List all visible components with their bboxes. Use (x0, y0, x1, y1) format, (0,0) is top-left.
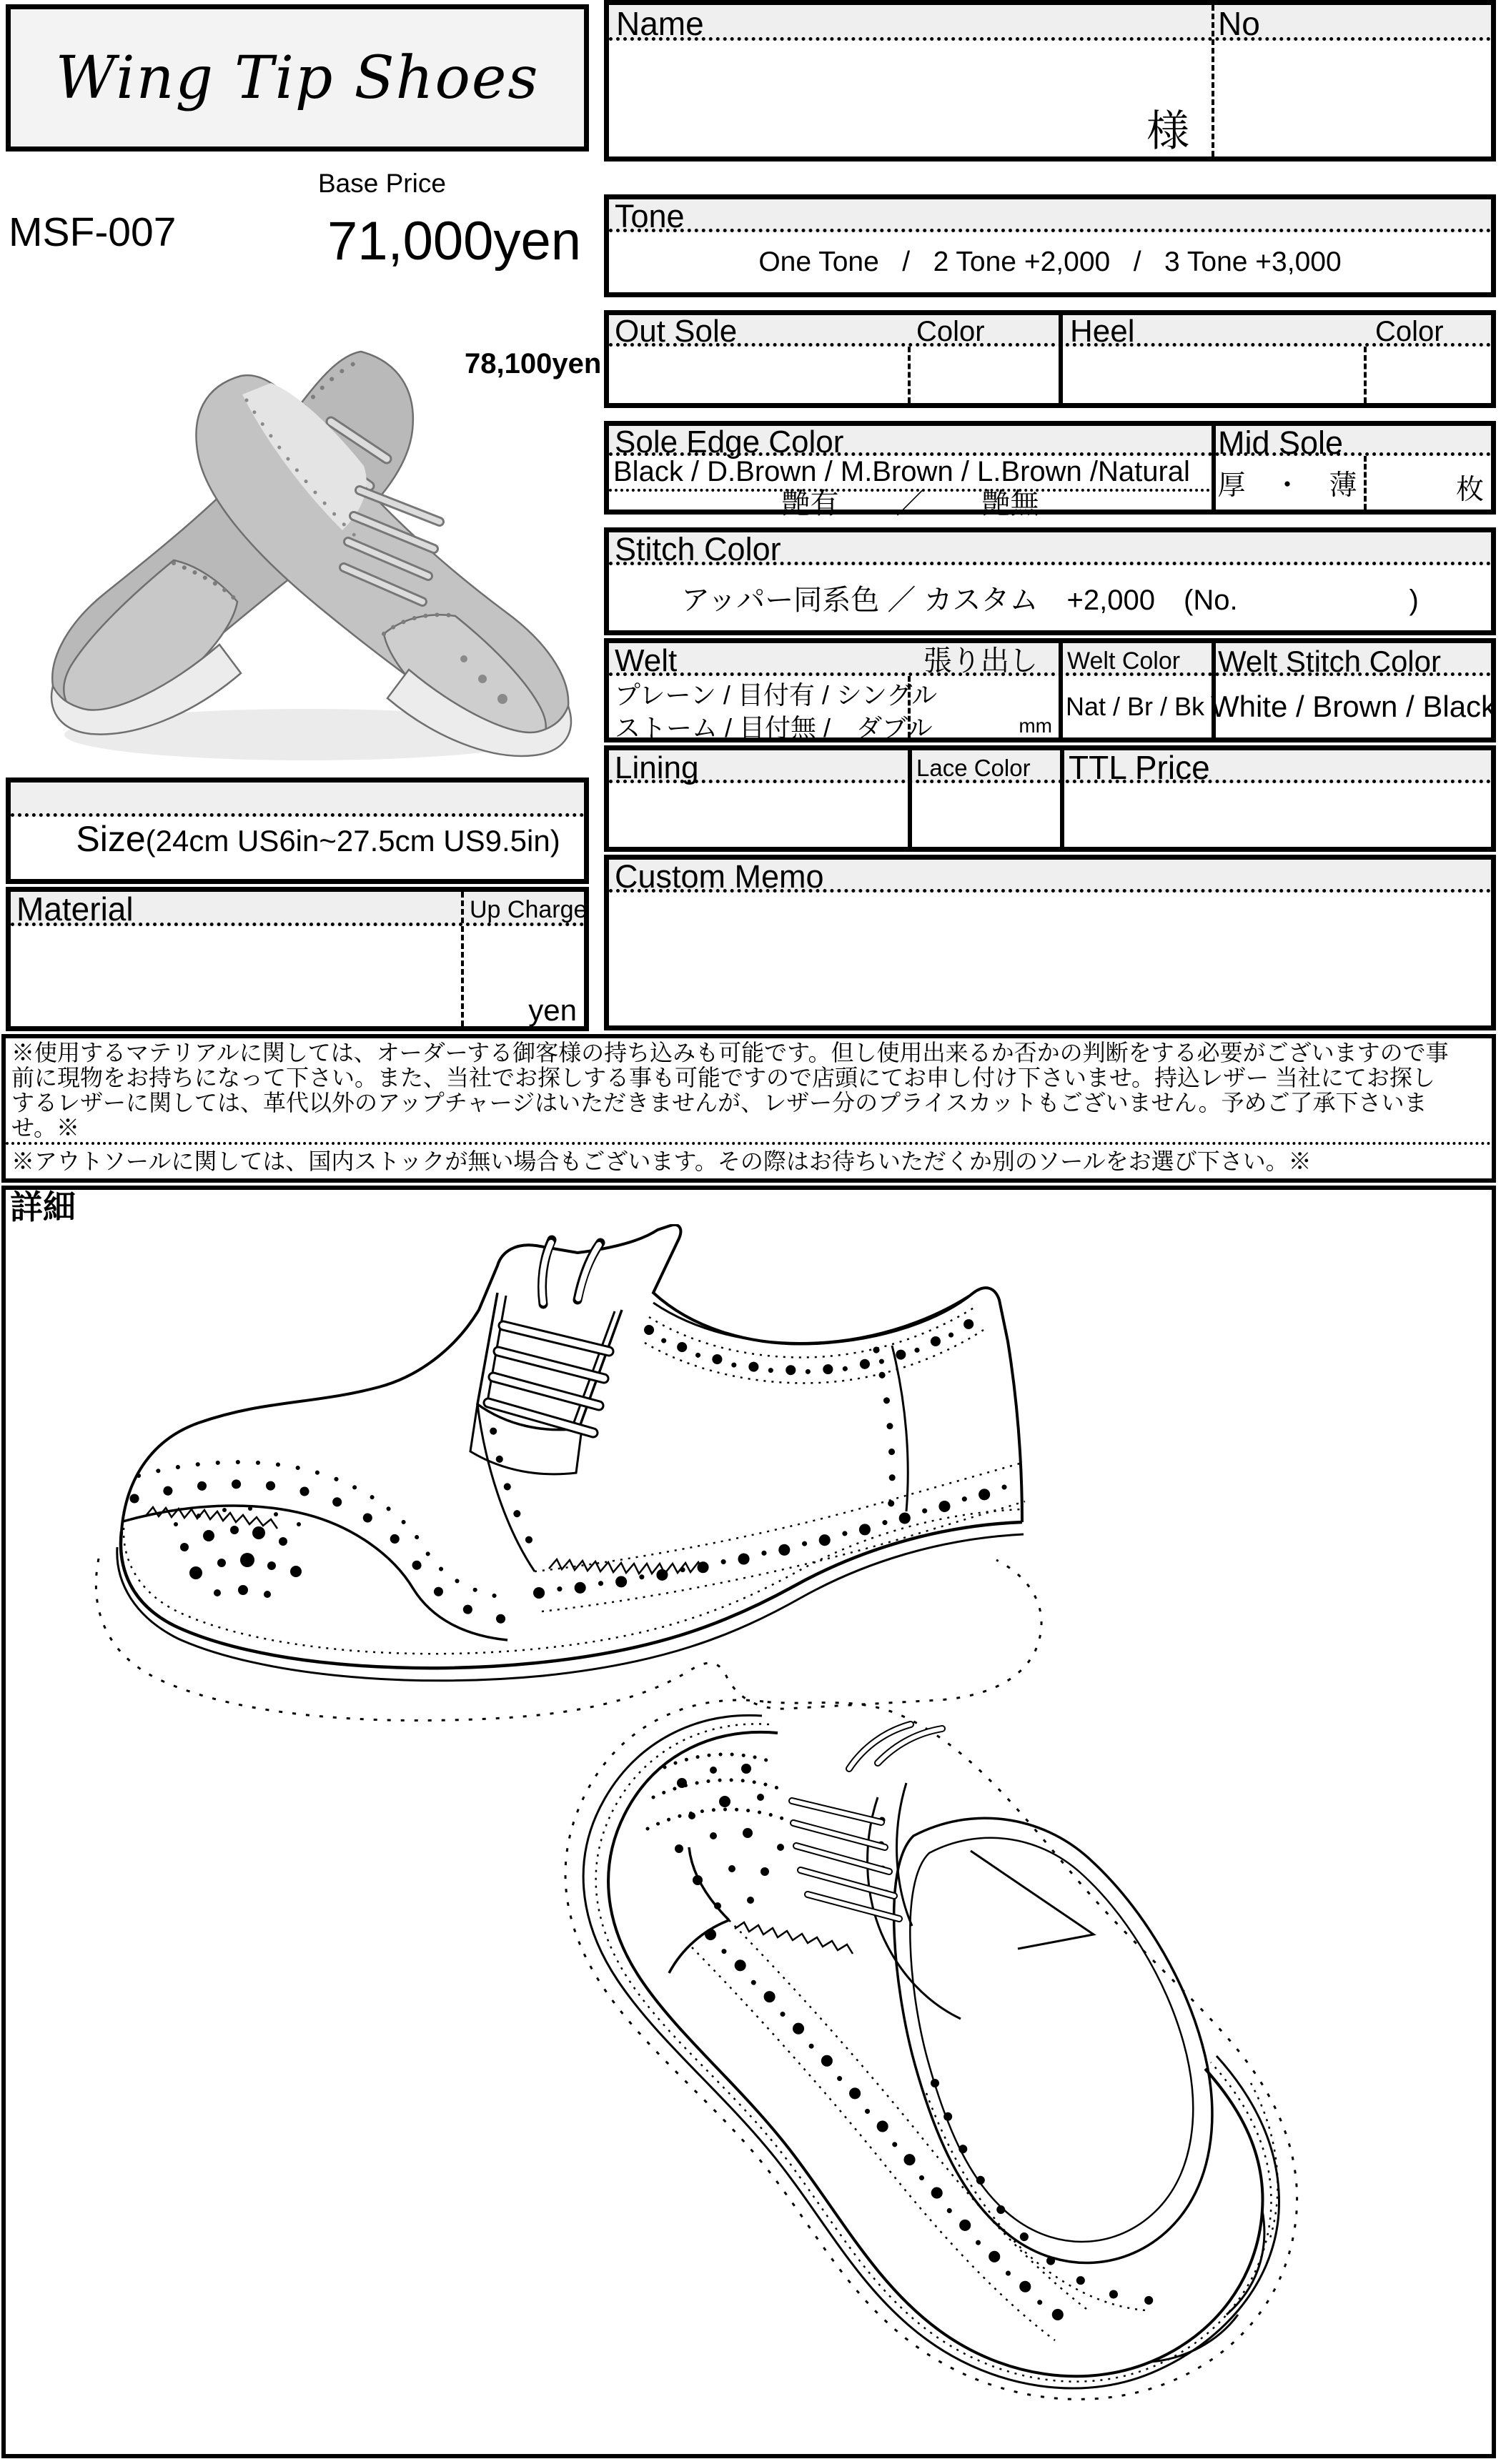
ttl-price-input-area[interactable] (1064, 783, 1491, 847)
name-no-divider (1212, 5, 1214, 157)
detail-label: 詳細 (10, 1188, 76, 1226)
form-title-box (6, 4, 589, 151)
no-label: No (1218, 5, 1260, 42)
name-label: Name (616, 5, 704, 42)
name-no-header (609, 5, 1491, 41)
lace-color-input-area[interactable] (912, 783, 1060, 847)
midsole-thickness-options[interactable]: 厚 ・ 薄 (1217, 470, 1357, 501)
honorific-sama: 様 (1146, 107, 1189, 155)
up-charge-input-area[interactable] (464, 926, 584, 998)
stitch-color-section (604, 527, 1496, 635)
size-label: Size (76, 818, 146, 859)
lining-header (609, 749, 1491, 786)
note1-line4: せ。※ (11, 1115, 80, 1141)
welt-section (604, 638, 1496, 742)
material-label: Material (16, 890, 134, 928)
outsole-label: Out Sole (615, 314, 738, 349)
tone-label: Tone (615, 198, 685, 234)
custom-memo-section (604, 855, 1496, 1030)
midsole-count-divider (1364, 456, 1367, 510)
base-price-label: Base Price (318, 169, 446, 198)
outsole-color-input-area[interactable] (911, 347, 1057, 403)
welt-options-line1: プレーン / 目付有 / シングル (615, 680, 938, 710)
up-charge-label: Up Charge (470, 896, 588, 923)
note1 (6, 1038, 1492, 1141)
material-section (6, 887, 589, 1031)
note1-line1: ※使用するマテリアルに関しては、オーダーする御客様の持ち込みも可能です。但し使用出来るか否かの判断をする必要がございますので事 (11, 1040, 1449, 1065)
welt-label: Welt (615, 643, 678, 678)
welt-stitch-color-label: Welt Stitch Color (1218, 645, 1441, 678)
lining-label: Lining (615, 750, 699, 785)
size-section (6, 778, 589, 884)
outsole-header (609, 315, 1491, 347)
name-no-table (604, 0, 1496, 162)
welt-stitch-options[interactable]: White / Brown / Black (1210, 690, 1497, 723)
lace-color-label: Lace Color (916, 755, 1031, 781)
custom-memo-input-area[interactable] (609, 893, 1491, 1025)
stitch-options[interactable]: アッパー同系色 ／ カスタム +2,000 (No. ) (681, 585, 1419, 616)
sole-edge-midsole-section (604, 421, 1496, 520)
sole-edge-label: Sole Edge Color (615, 424, 844, 459)
material-input-area[interactable] (11, 926, 461, 1026)
tone-options[interactable]: One Tone / 2 Tone +2,000 / 3 Tone +3,000 (758, 247, 1342, 277)
form-title: Wing Tip Shoes (55, 44, 540, 112)
lining-input-area[interactable] (609, 783, 908, 847)
notes-section (1, 1034, 1496, 1183)
size-input-area[interactable] (11, 817, 584, 879)
name-input-area[interactable] (609, 41, 1209, 157)
welt-color-options[interactable]: Nat / Br / Bk (1065, 692, 1205, 721)
sole-edge-colors[interactable]: Black / D.Brown / M.Brown / L.Brown /Natural (609, 456, 1216, 492)
size-range: (24cm US6in~27.5cm US9.5in) (145, 823, 560, 858)
welt-overhang-unit: mm (1019, 714, 1052, 737)
tax-price-value: 78,100yen (465, 348, 602, 379)
midsole-count-unit: 枚 (1455, 475, 1484, 505)
base-price-value: 71,000yen (327, 211, 581, 272)
up-charge-unit: yen (528, 993, 577, 1027)
sole-edge-gloss-options[interactable]: 艶有 ／ 艶無 (781, 488, 1039, 520)
custom-memo-label: Custom Memo (615, 858, 824, 895)
stitch-label: Stitch Color (615, 531, 781, 567)
model-code: MSF-007 (9, 209, 177, 255)
heel-input-area[interactable] (1063, 347, 1363, 403)
outsole-input-area[interactable] (609, 347, 908, 403)
welt-options-line2: ストーム / 目付無 / ダブル (615, 713, 933, 742)
product-photo (25, 307, 575, 775)
detail-section (1, 1186, 1496, 2458)
shoe-side-view-drawing (77, 1224, 1114, 1724)
note1-line3: するレザーに関しては、革代以外のアップチャージはいただきませんが、レザー分のプライスカットもございません。予めご了承下さいま (11, 1090, 1427, 1116)
shoe-overhead-view-drawing (477, 1683, 1450, 2440)
lining-section (604, 745, 1496, 852)
heel-color-label: Color (1375, 316, 1444, 347)
midsole-label: Mid Sole (1218, 424, 1344, 461)
heel-color-input-area[interactable] (1367, 347, 1491, 403)
outsole-color-label: Color (916, 316, 985, 347)
no-input-area[interactable] (1215, 41, 1491, 157)
outsole-heel-section (604, 310, 1496, 408)
welt-color-label: Welt Color (1067, 647, 1181, 675)
tone-header (609, 199, 1491, 232)
ttl-price-label: TTL Price (1069, 749, 1210, 786)
welt-overhang-label: 張り出し (923, 645, 1038, 677)
heel-label: Heel (1070, 314, 1135, 349)
tone-section (604, 194, 1496, 297)
note1-line2: 前に現物をお持ちになって下さい。また、当社でお探しする事も可能ですので店頭にてお申し付け下さいませ。持込レザー 当社にてお探し (11, 1065, 1435, 1091)
note2: ※アウトソールに関しては、国内ストックが無い場合もございます。その際はお待ちいただくか別のソールをお選び下さい。※ (11, 1148, 1312, 1174)
